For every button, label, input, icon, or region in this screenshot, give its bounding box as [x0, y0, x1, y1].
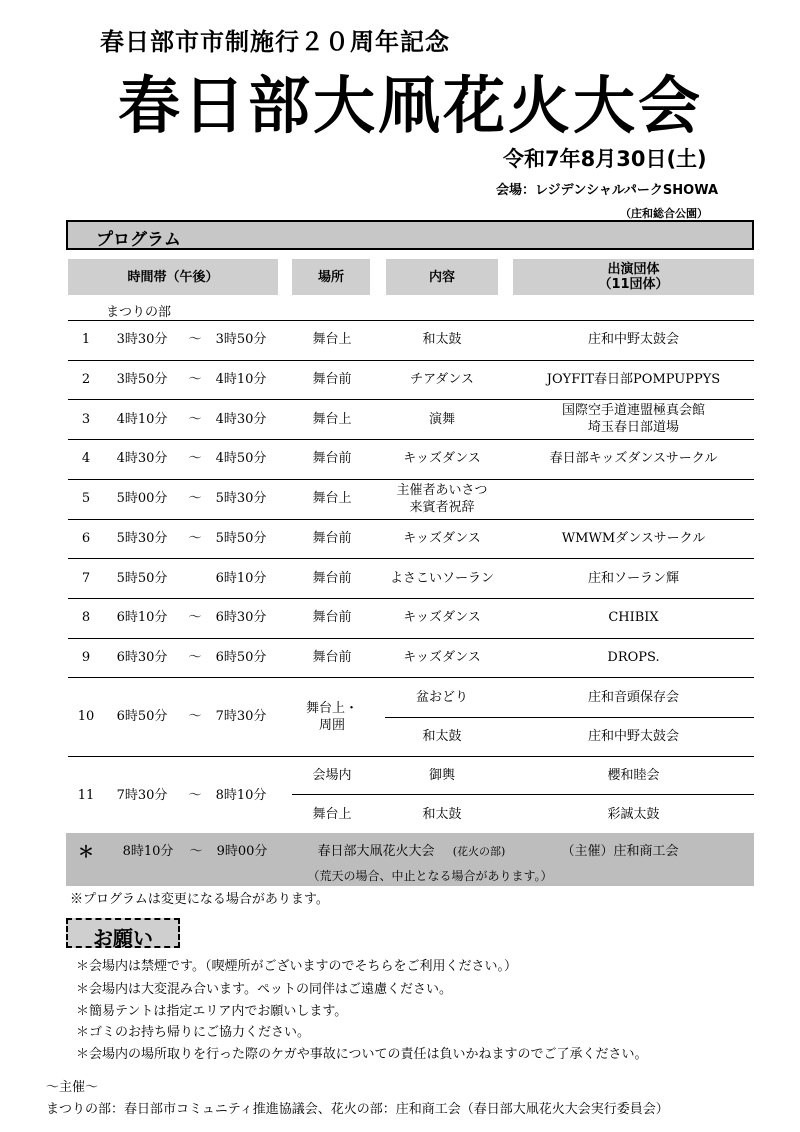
- request-item: ＊簡易テントは指定エリア内でお願いします。: [76, 1004, 348, 1019]
- row-content: チアダンス: [410, 372, 474, 388]
- row-place: 舞台上: [312, 806, 352, 822]
- time-separator: 〜: [188, 709, 202, 724]
- start-time: 6時30分: [116, 649, 168, 665]
- request-item: ＊会場内の場所取りを行った際のケガや事故についての責任は負いかねますのでご了承ください。: [76, 1047, 648, 1062]
- row-number: 11: [77, 787, 95, 803]
- end-time: 4時50分: [215, 451, 267, 467]
- row-place: 舞台上・ 周囲: [305, 700, 358, 733]
- program-section-bar: [66, 220, 754, 250]
- time-separator: 〜: [188, 491, 202, 507]
- end-time: 5時50分: [215, 530, 267, 546]
- row-number: 9: [81, 649, 91, 665]
- row-place: 舞台前: [312, 610, 352, 626]
- program-change-note: ※プログラムは変更になる場合があります。: [70, 892, 329, 907]
- row-content: キッズダンス: [403, 610, 481, 626]
- row-place: 会場内: [312, 767, 352, 783]
- row-place: 舞台上: [312, 491, 352, 507]
- row-content: 主催者あいさつ 来賓者祝辞: [396, 482, 488, 515]
- fireworks-content-note: (花火の部): [452, 844, 506, 858]
- row-content: キッズダンス: [403, 451, 481, 467]
- start-time: 7時30分: [116, 787, 168, 803]
- row-group: DROPS.: [607, 649, 660, 665]
- column-header-place-label: 場所: [317, 269, 344, 285]
- organizer-text: まつりの部：春日部市コミュニティ推進協議会、花火の部：庄和商工会（春日部大凧花火大会実行委員会）: [46, 1102, 669, 1117]
- festival-section-label: まつりの部: [106, 305, 172, 320]
- fireworks-start-time: 8時10分: [122, 843, 174, 859]
- row-place: 舞台前: [312, 570, 352, 586]
- time-separator: 〜: [188, 372, 202, 388]
- start-time: 5時30分: [116, 530, 168, 546]
- row-place: 舞台前: [312, 530, 352, 546]
- requests-section-title: お願い: [93, 926, 153, 950]
- row-group: [513, 479, 754, 519]
- column-header-groups: [513, 259, 754, 295]
- start-time: 6時50分: [116, 709, 168, 724]
- time-separator: 〜: [188, 451, 202, 467]
- column-header-place: [292, 259, 370, 295]
- request-item: ＊会場内は大変混み合います。ペットの同伴はご遠慮ください。: [76, 982, 452, 997]
- row-group: 庄和中野太鼓会: [587, 332, 679, 348]
- row-content: キッズダンス: [403, 649, 481, 665]
- end-time: 7時30分: [215, 709, 267, 724]
- time-separator: 〜: [188, 787, 202, 803]
- row-content: 盆おどり: [415, 689, 468, 705]
- row-number: 2: [81, 372, 91, 388]
- fireworks-organizer: （主催）庄和商工会: [561, 843, 679, 859]
- row-content: キッズダンス: [403, 530, 481, 546]
- row-group: WMWMダンスサークル: [561, 530, 706, 546]
- fireworks-row: [66, 833, 754, 886]
- row-group: 櫻和睦会: [607, 767, 660, 783]
- fireworks-time-separator: 〜: [189, 843, 203, 859]
- end-time: 5時30分: [215, 491, 267, 507]
- row-place: 舞台上: [312, 332, 352, 348]
- event-date: 令和7年8月30日(土): [503, 147, 707, 171]
- end-time: 6時50分: [215, 649, 267, 665]
- row-group: JOYFIT春日部POMPUPPYS: [546, 372, 721, 388]
- row-number: 4: [81, 451, 91, 467]
- event-subtitle: 春日部市市制施行２０周年記念: [100, 28, 450, 56]
- fireworks-row-number: ＊: [77, 841, 94, 861]
- fireworks-content: 春日部大凧花火大会: [317, 843, 435, 859]
- start-time: 5時50分: [116, 570, 168, 586]
- row-group: 庄和音頭保存会: [587, 689, 679, 705]
- row-place: 舞台上: [312, 411, 352, 427]
- end-time: 4時10分: [215, 372, 267, 388]
- program-section-title: プログラム: [96, 230, 181, 250]
- row-content: 和太鼓: [422, 729, 462, 744]
- column-header-time-label: 時間帯（午後）: [127, 269, 219, 285]
- time-separator: 〜: [188, 332, 202, 348]
- start-time: 5時00分: [116, 491, 168, 507]
- row-number: 7: [81, 570, 91, 586]
- row-content: 御輿: [428, 767, 455, 783]
- row-group: 庄和ソーラン輝: [587, 570, 679, 586]
- row-group: 庄和中野太鼓会: [587, 729, 679, 744]
- end-time: 3時50分: [215, 332, 267, 348]
- column-header-groups-label: 出演団体 （11団体）: [598, 262, 669, 292]
- end-time: 6時30分: [215, 610, 267, 626]
- column-header-time: [68, 259, 278, 295]
- end-time: 6時10分: [215, 570, 267, 586]
- row-group: 国際空手道連盟極真会館 埼玉春日部道場: [561, 403, 705, 436]
- row-number: 8: [81, 610, 91, 626]
- row-content: 演舞: [428, 411, 455, 427]
- end-time: 4時30分: [215, 411, 267, 427]
- column-header-content: [386, 259, 498, 295]
- row-content: 和太鼓: [422, 806, 462, 822]
- event-venue-subtitle: （庄和総合公園）: [620, 207, 708, 220]
- column-header-content-label: 内容: [428, 269, 455, 285]
- row-number: 10: [77, 709, 95, 724]
- row-place: 舞台前: [312, 451, 352, 467]
- row-content: 和太鼓: [422, 332, 462, 348]
- row-group: 彩誠太鼓: [607, 806, 660, 822]
- start-time: 3時50分: [116, 372, 168, 388]
- event-title: 春日部大凧花火大会: [118, 69, 704, 142]
- request-item: ＊ゴミのお持ち帰りにご協力ください。: [76, 1025, 311, 1040]
- row-number: 3: [81, 411, 91, 427]
- time-separator: 〜: [188, 530, 202, 546]
- row-content: よさこいソーラン: [389, 570, 494, 586]
- fireworks-end-time: 9時00分: [216, 843, 268, 859]
- row-group: CHIBIX: [608, 610, 659, 626]
- start-time: 4時10分: [116, 411, 168, 427]
- request-item: ＊会場内は禁煙です。（喫煙所がございますのでそちらをご利用ください。）: [76, 959, 517, 974]
- time-separator: 〜: [188, 649, 202, 665]
- row-group: 春日部キッズダンスサークル: [549, 451, 718, 467]
- row-place: 舞台前: [312, 372, 352, 388]
- row-number: 5: [81, 491, 91, 507]
- organizer-header: 〜主催〜: [46, 1080, 99, 1095]
- requests-section-box: [66, 918, 180, 948]
- start-time: 3時30分: [116, 332, 168, 348]
- time-separator: 〜: [188, 411, 202, 427]
- time-separator: 〜: [188, 610, 202, 626]
- end-time: 8時10分: [215, 787, 267, 803]
- start-time: 4時30分: [116, 451, 168, 467]
- row-place: 舞台前: [312, 649, 352, 665]
- fireworks-weather-note: （荒天の場合、中止となる場合があります。）: [307, 868, 553, 883]
- row-number: 1: [81, 332, 91, 348]
- row-number: 6: [81, 530, 91, 546]
- start-time: 6時10分: [116, 610, 168, 626]
- event-venue: 会場：レジデンシャルパークSHOWA: [496, 183, 719, 198]
